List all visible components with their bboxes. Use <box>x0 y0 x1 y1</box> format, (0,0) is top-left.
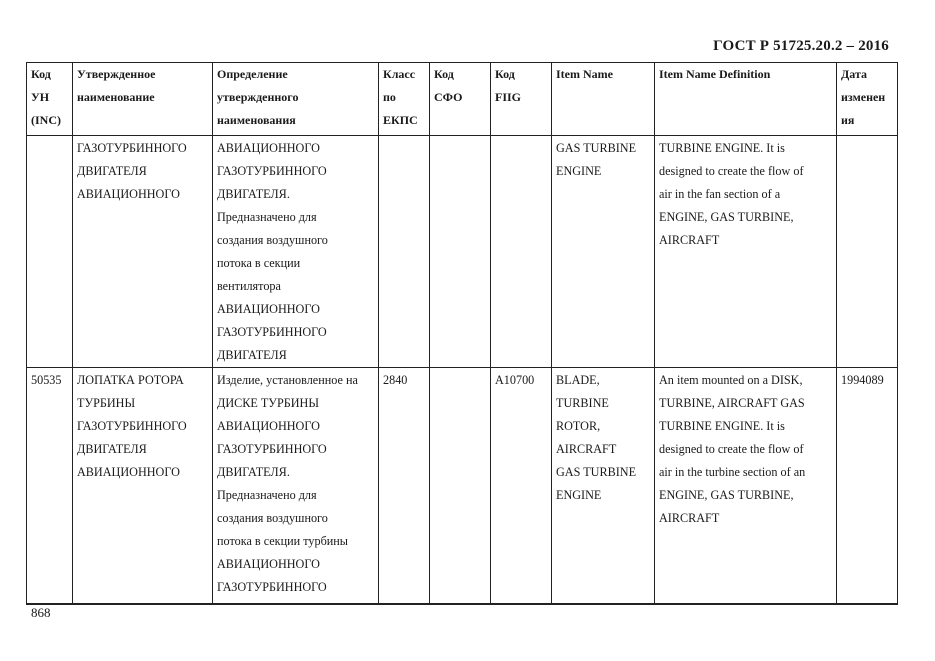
cell-sfo <box>430 136 491 368</box>
cell-inc: 50535 <box>27 368 73 604</box>
cell-class <box>379 136 430 368</box>
cell-definition: Изделие, установленное на ДИСКЕ ТУРБИНЫ АВИАЦИОННОГО ГАЗОТУРБИННОГО ДВИГАТЕЛЯ. Предназначено для создания воздушного потока в секции турбины АВИАЦИОННОГО ГАЗОТУРБИННОГО <box>213 368 379 604</box>
header-sfo: Код СФО <box>430 63 491 136</box>
table-header-row <box>27 63 898 136</box>
cell-approved-name: ГАЗОТУРБИННОГО ДВИГАТЕЛЯ АВИАЦИОННОГО <box>73 136 213 368</box>
header-item-name: Item Name <box>552 63 655 136</box>
page-number: 868 <box>31 605 51 620</box>
cell-fiig <box>491 136 552 368</box>
item-name-table <box>26 62 898 605</box>
cell-approved-name: ЛОПАТКА РОТОРА ТУРБИНЫ ГАЗОТУРБИННОГО ДВИГАТЕЛЯ АВИАЦИОННОГО <box>73 368 213 604</box>
cell-item-definition: TURBINE ENGINE. It is designed to create the flow of air in the fan section of a ENGINE, GAS TURBINE, AIRCRAFT <box>655 136 837 368</box>
cell-inc <box>27 136 73 368</box>
cell-item-name: GAS TURBINE ENGINE <box>552 136 655 368</box>
cell-definition: АВИАЦИОННОГО ГАЗОТУРБИННОГО ДВИГАТЕЛЯ. Предназначено для создания воздушного потока в секции вентилятора АВИАЦИОННОГО ГАЗОТУРБИННОГО ДВИГАТЕЛЯ <box>213 136 379 368</box>
cell-fiig: A10700 <box>491 368 552 604</box>
cell-date: 1994089 <box>837 368 898 604</box>
table-row <box>27 136 898 368</box>
header-class: Класс по ЕКПС <box>379 63 430 136</box>
header-inc: Код УН (INC) <box>27 63 73 136</box>
header-item-definition: Item Name Definition <box>655 63 837 136</box>
header-fiig: Код FIIG <box>491 63 552 136</box>
header-date: Дата изменен ия <box>837 63 898 136</box>
table-row <box>27 368 898 604</box>
cell-class: 2840 <box>379 368 430 604</box>
cell-date <box>837 136 898 368</box>
cell-sfo <box>430 368 491 604</box>
header-approved-name: Утвержденное наименование <box>73 63 213 136</box>
header-definition: Определение утвержденного наименования <box>213 63 379 136</box>
cell-item-name: BLADE, TURBINE ROTOR, AIRCRAFT GAS TURBINE ENGINE <box>552 368 655 604</box>
document-title: ГОСТ Р 51725.20.2 – 2016 <box>713 38 889 54</box>
cell-item-definition: An item mounted on a DISK, TURBINE, AIRCRAFT GAS TURBINE ENGINE. It is designed to create the flow of air in the turbine section of an ENGINE, GAS TURBINE, AIRCRAFT <box>655 368 837 604</box>
